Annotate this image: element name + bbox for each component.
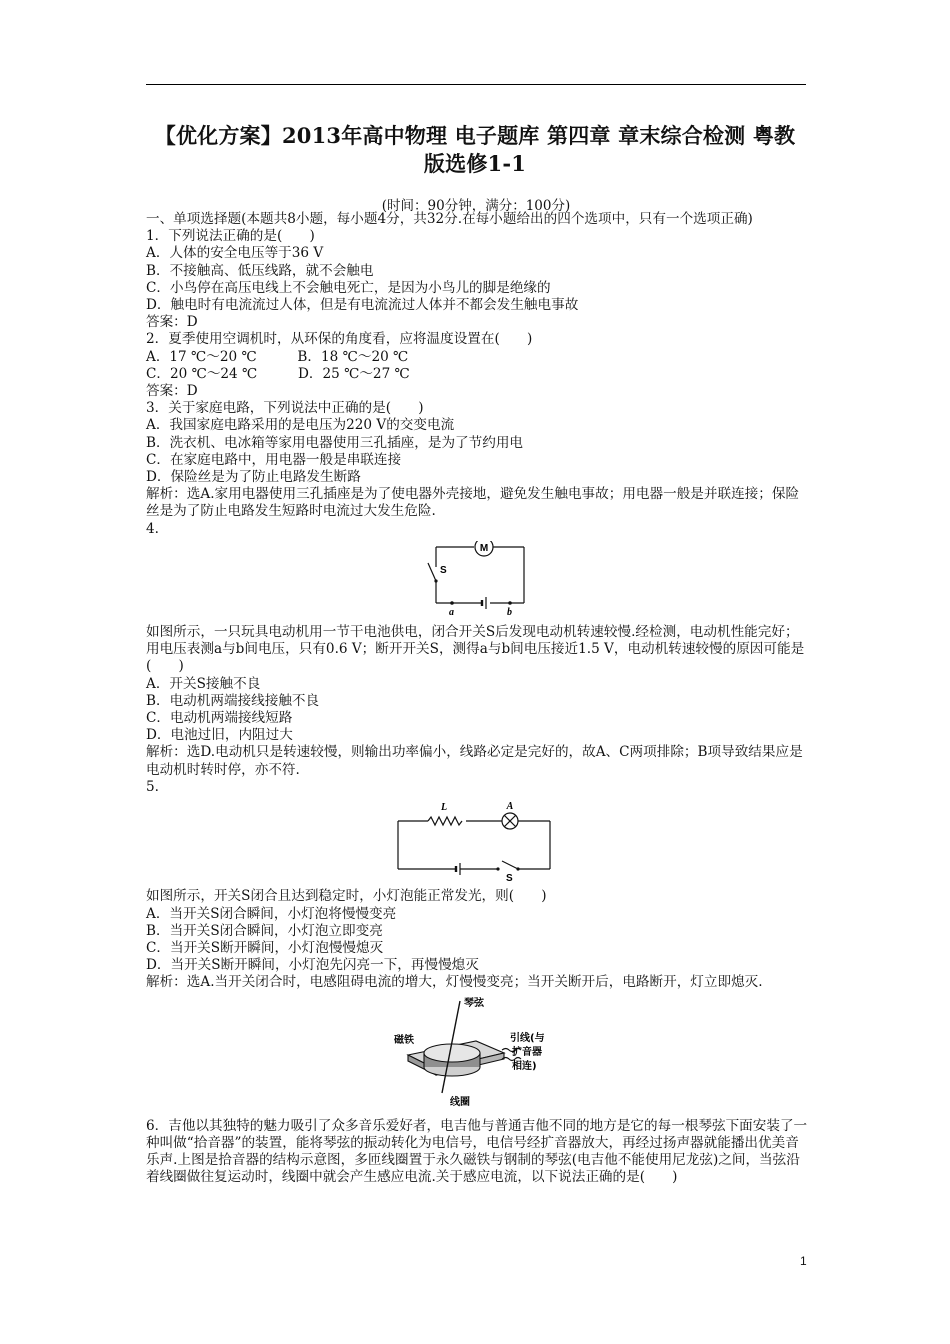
- lead-label-2: 扩音器: [512, 1046, 542, 1058]
- motor-circuit-diagram: [422, 541, 532, 617]
- answer: 答案：D: [146, 314, 198, 331]
- question-4: 如图所示，一只玩具电动机用一节干电池供电，闭合开关S后发现电动机转速较慢.经检测，电动机性能完好；用电压表测a与b间电压，只有0.6 V；断开开关S，测得a与b间电压接近1.5 V，电动机转速较慢的原因可能是( ): [146, 624, 805, 675]
- inductor-lamp-circuit-diagram: [394, 799, 554, 881]
- option: A．开关S接触不良: [146, 675, 261, 692]
- question-6: 6．吉他以其独特的魅力吸引了众多音乐爱好者，电吉他与普通吉他不同的地方是它的每一根琴弦下面安装了一种叫做“拾音器”的装置，能将琴弦的振动转化为电信号，电信号经扩音器放大，再经过扬声器就能播出优美音乐声.上图是拾音器的结构示意图，多匝线圈置于永久磁铁与钢制的琴弦(电吉他不能使用尼龙弦)之间，当弦沿着线圈做往复运动时，线圈中就会产生感应电流.关于感应电流，以下说法正确的是( ): [146, 1117, 808, 1186]
- string-label: 琴弦: [464, 997, 484, 1009]
- option: C．20 ℃～24 ℃ D．25 ℃～27 ℃: [146, 365, 410, 382]
- option: B．洗衣机、电冰箱等家用电器使用三孔插座，是为了节约用电: [146, 434, 524, 451]
- header-rule: [146, 84, 806, 85]
- lamp-label: A: [506, 801, 514, 813]
- question-1: 1．下列说法正确的是( ): [146, 228, 315, 245]
- lead-label-1: 引线(与: [510, 1032, 544, 1044]
- motor-label: M: [479, 542, 489, 554]
- option: D．触电时有电流流过人体，但是有电流流过人体并不都会发生触电事故: [146, 297, 579, 314]
- document-body: [146, 211, 810, 1187]
- analysis: 解析：选A.家用电器使用三孔插座是为了使电器外壳接地，避免发生触电事故；用电器一般是并联连接；保险丝是为了防止电路发生短路时电流过大发生危险.: [146, 486, 800, 520]
- inductor-label: L: [440, 802, 448, 814]
- analysis: 解析：选A.当开关闭合时，电感阻碍电流的增大，灯慢慢变亮；当开关断开后，电路断开，灯立即熄灭.: [146, 974, 763, 991]
- magnet-label: 磁铁: [394, 1034, 414, 1046]
- option: D．当开关S断开瞬间，小灯泡先闪亮一下，再慢慢熄灭: [146, 957, 479, 974]
- section-heading: 一、单项选择题(本题共8小题，每小题4分，共32分.在每小题给出的四个选项中，只有一个选项正确): [146, 211, 753, 227]
- answer: 答案：D: [146, 383, 198, 400]
- page-number: 1: [800, 1254, 807, 1268]
- question-2: 2．夏季使用空调机时，从环保的角度看，应将温度设置在( ): [146, 331, 533, 348]
- switch-label: S: [506, 873, 513, 882]
- question-3: 3．关于家庭电路，下列说法中正确的是( ): [146, 400, 424, 417]
- lead-label-3: 相连): [512, 1060, 537, 1072]
- option: D．保险丝是为了防止电路发生断路: [146, 469, 361, 486]
- option: A．当开关S闭合瞬间，小灯泡将慢慢变亮: [146, 905, 397, 922]
- option: B．电动机两端接线接触不良: [146, 692, 320, 709]
- point-b-label: b: [507, 606, 512, 617]
- title-line-1: 【优化方案】2013年高中物理 电子题库 第四章 章末综合检测 粤教: [154, 123, 796, 148]
- option: C．电动机两端接线短路: [146, 710, 293, 727]
- option: C．小鸟停在高压电线上不会触电死亡，是因为小鸟儿的脚是绝缘的: [146, 279, 551, 296]
- question-5-number: 5.: [146, 778, 159, 795]
- option: B．不接触高、低压线路，就不会触电: [146, 262, 374, 279]
- pickup-structure-diagram: [394, 997, 544, 1109]
- option: A．人体的安全电压等于36 V: [146, 245, 324, 262]
- exam-info: (时间：90分钟，满分：100分): [381, 198, 571, 214]
- coil-label: 线圈: [450, 1096, 470, 1108]
- question-4-number: 4.: [146, 520, 159, 537]
- option: A．我国家庭电路采用的是电压为220 V的交变电流: [146, 417, 455, 434]
- title-line-2: 版选修1-1: [423, 151, 527, 176]
- document-title: [130, 122, 820, 178]
- analysis: 解析：选D.电动机只是转速较慢，则输出功率偏小，线路必定是完好的，故A、C两项排除；B项导致结果应是电动机时转时停，亦不符.: [146, 744, 803, 778]
- option: A．17 ℃～20 ℃ B．18 ℃～20 ℃: [146, 348, 409, 365]
- switch-label: S: [440, 564, 447, 576]
- option: C．当开关S断开瞬间，小灯泡慢慢熄灭: [146, 939, 384, 956]
- point-a-label: a: [449, 606, 454, 617]
- option: D．电池过旧，内阻过大: [146, 727, 293, 744]
- option: B．当开关S闭合瞬间，小灯泡立即变亮: [146, 922, 383, 939]
- option: C．在家庭电路中，用电器一般是串联连接: [146, 451, 402, 468]
- question-5: 如图所示，开关S闭合且达到稳定时，小灯泡能正常发光，则( ): [146, 888, 547, 905]
